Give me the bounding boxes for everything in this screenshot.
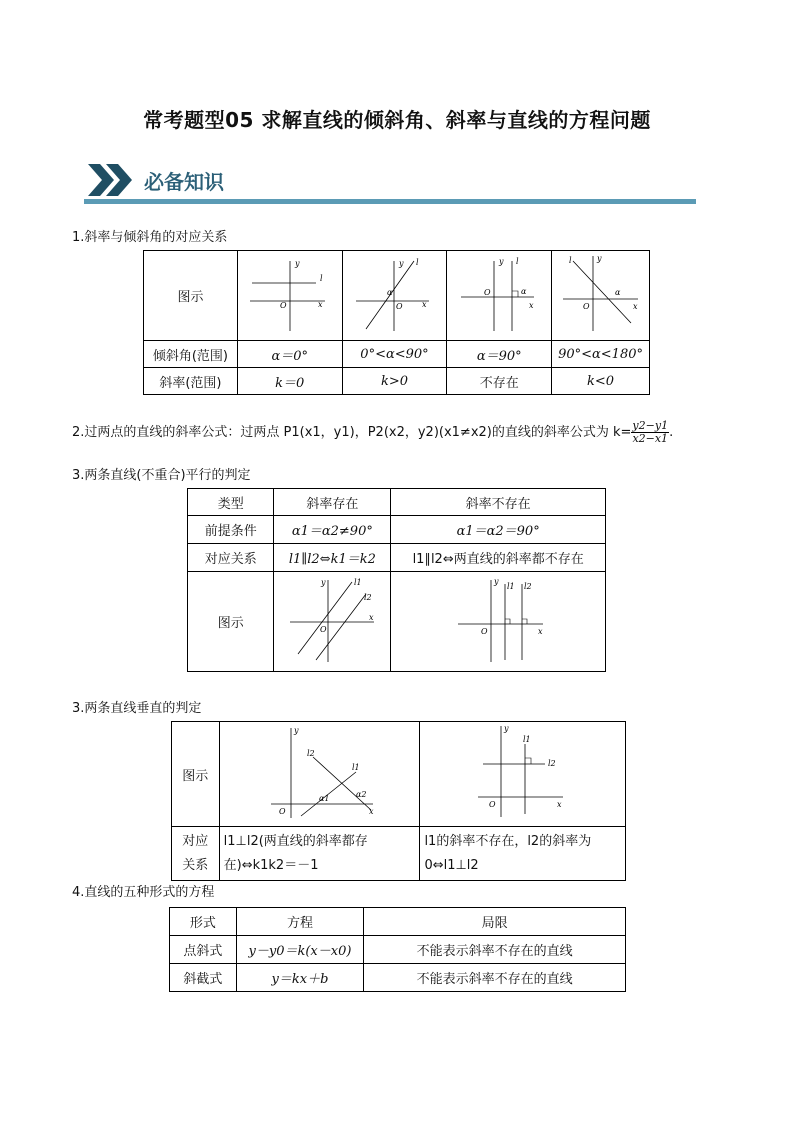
table-row (170, 936, 626, 964)
fig-label-x: x (368, 807, 374, 816)
fig-label-x: x (317, 300, 323, 309)
fig-label-o: O (278, 807, 286, 816)
fig-label-l: l (416, 258, 420, 267)
double-chevron-icon (86, 160, 136, 200)
fraction-denominator: x2−x1 (632, 432, 669, 445)
relation-cell: l1∥l2⇔两直线的斜率都不存在 (391, 544, 606, 572)
fig-label-l: l (569, 256, 572, 265)
banner-label: 必备知识 (144, 170, 224, 194)
line-equations-table (169, 907, 626, 992)
fig-label-y: y (503, 724, 509, 733)
fig-label-alpha: α (521, 287, 527, 296)
slope-cell: k＝0 (237, 368, 342, 395)
fig-label-o: O (484, 288, 491, 297)
row-label-figure: 图示 (144, 251, 238, 341)
header-slope-none: 斜率不存在 (391, 489, 606, 516)
equation-cell: y＝kx＋b (236, 964, 363, 992)
fig-label-l1: l1 (507, 582, 515, 591)
formula-period: . (669, 425, 674, 440)
parallel-table (187, 488, 606, 672)
header-limitation: 局限 (364, 908, 626, 936)
fig-perpendicular-axes (420, 722, 626, 827)
fig-label-x: x (556, 800, 562, 809)
fig-positive-slope (342, 251, 447, 341)
fig-label-o: O (320, 625, 327, 634)
fig-label-l2: l2 (306, 749, 315, 758)
fig-label-l: l (516, 257, 519, 266)
premise-cell: α1＝α2＝90° (391, 516, 606, 544)
fig-perpendicular-sloped (219, 722, 420, 827)
fig-label-o: O (488, 800, 496, 809)
angle-cell: α＝90° (447, 341, 552, 368)
fig-label-l: l (319, 274, 323, 283)
page-title: 常考题型05 求解直线的倾斜角、斜率与直线的方程问题 (143, 108, 651, 132)
fig-label-o: O (396, 302, 404, 311)
limitation-cell: 不能表示斜率不存在的直线 (364, 936, 626, 964)
fig-label-y: y (597, 254, 602, 263)
fig-label-l2: l2 (364, 593, 372, 602)
section4-heading: 3.两条直线垂直的判定 (72, 701, 202, 716)
fraction-numerator: y2−y1 (632, 419, 669, 432)
slope-cell: 不存在 (447, 368, 552, 395)
header-form: 形式 (170, 908, 237, 936)
slope-formula-text: 2.过两点的直线的斜率公式：过两点 P1(x1，y1)，P2(x2，y2)(x1≠x2)的直线的斜率公式为 k= (72, 425, 632, 440)
fig-label-y: y (499, 257, 504, 266)
slope-angle-table (143, 250, 650, 395)
section1-heading: 1.斜率与倾斜角的对应关系 (72, 230, 228, 245)
slope-fraction (631, 420, 669, 445)
perp-relation-right: l1的斜率不存在，l2的斜率为0⇔l1⊥l2 (420, 827, 626, 881)
fig-zero-slope (237, 251, 342, 341)
slope-cell: k>0 (342, 368, 447, 395)
fig-label-alpha2: α2 (355, 790, 367, 799)
fig-parallel-vertical (391, 572, 606, 672)
section5-heading: 4.直线的五种形式的方程 (72, 885, 215, 900)
fig-label-l2: l2 (547, 759, 556, 768)
premise-cell: α1＝α2≠90° (274, 516, 391, 544)
fig-label-x: x (369, 613, 374, 622)
fig-parallel-sloped (274, 572, 391, 672)
section3-heading: 3.两条直线(不重合)平行的判定 (72, 468, 251, 483)
fig-label-x: x (633, 302, 638, 311)
row-label-figure: 图示 (188, 572, 274, 672)
fig-label-l1: l1 (354, 578, 362, 587)
slope-cell: k<0 (552, 368, 650, 395)
fig-label-l2: l2 (524, 582, 532, 591)
fig-label-y: y (293, 726, 299, 735)
perp-relation-left: l1⊥l2(两直线的斜率都存在)⇔k1k2＝－1 (219, 827, 420, 881)
fig-label-y: y (494, 577, 499, 586)
header-equation: 方程 (236, 908, 363, 936)
fig-label-o: O (481, 627, 488, 636)
angle-cell: 0°<α<90° (342, 341, 447, 368)
fig-label-y: y (294, 259, 300, 268)
row-label-figure: 图示 (172, 722, 220, 827)
form-cell: 斜截式 (170, 964, 237, 992)
fig-label-l1: l1 (522, 735, 531, 744)
equation-cell: y－y0＝k(x－x0) (236, 936, 363, 964)
slope-formula (72, 420, 772, 445)
fig-label-y: y (321, 578, 326, 587)
limitation-cell: 不能表示斜率不存在的直线 (364, 964, 626, 992)
fig-label-o: O (279, 301, 287, 310)
perpendicular-table (171, 721, 626, 881)
fig-label-alpha: α (387, 288, 393, 297)
header-type: 类型 (188, 489, 274, 516)
form-cell: 点斜式 (170, 936, 237, 964)
banner-bar (84, 199, 696, 204)
relation-cell: l1∥l2⇔k1＝k2 (274, 544, 391, 572)
fig-label-x: x (422, 300, 427, 309)
fig-vertical-line (447, 251, 552, 341)
header-slope-exists: 斜率存在 (274, 489, 391, 516)
fig-label-x: x (529, 301, 534, 310)
fig-negative-slope (552, 251, 650, 341)
fig-label-alpha1: α1 (318, 794, 330, 803)
fig-label-y: y (399, 259, 405, 268)
row-label-premise: 前提条件 (188, 516, 274, 544)
row-label-relation: 对应 关系 (172, 827, 220, 881)
angle-cell: α＝0° (237, 341, 342, 368)
fig-label-x: x (538, 627, 543, 636)
row-label-slope: 斜率(范围) (144, 368, 238, 395)
section-banner (84, 158, 696, 204)
row-label-relation: 对应关系 (188, 544, 274, 572)
row-label-angle: 倾斜角(范围) (144, 341, 238, 368)
angle-cell: 90°<α<180° (552, 341, 650, 368)
fig-label-alpha: α (615, 288, 621, 297)
table-row (170, 964, 626, 992)
fig-label-l1: l1 (351, 763, 360, 772)
fig-label-o: O (583, 302, 590, 311)
